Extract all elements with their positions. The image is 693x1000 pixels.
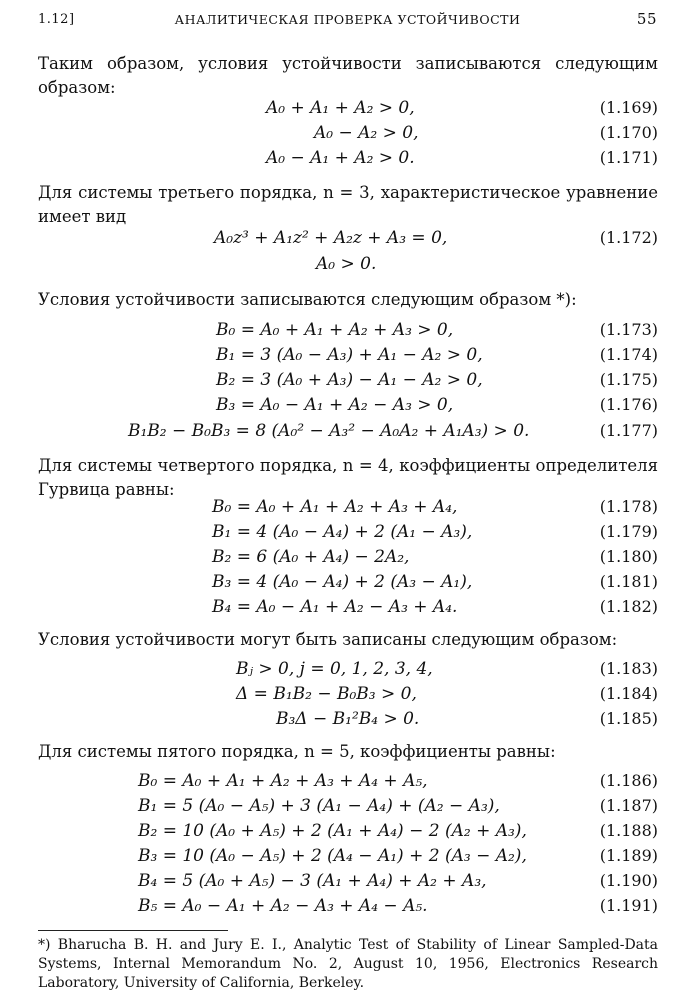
- equation-formula: B₁ = 4 (A₀ − A₄) + 2 (A₁ − A₃),: [212, 522, 473, 542]
- equation-row: [38, 796, 658, 820]
- equation-number: (1.178): [599, 497, 658, 516]
- equation-number: (1.169): [599, 98, 658, 117]
- equation-formula: B₁ = 5 (A₀ − A₅) + 3 (A₁ − A₄) + (A₂ − A₃),: [138, 796, 500, 816]
- equation-formula: B₀ = A₀ + A₁ + A₂ + A₃ + A₄,: [212, 497, 458, 517]
- equation-formula: B₅ = A₀ − A₁ + A₂ − A₃ + A₄ − A₅.: [138, 896, 428, 916]
- equation-formula: B₀ = A₀ + A₁ + A₂ + A₃ + A₄ + A₅,: [138, 771, 428, 791]
- equation-number: (1.189): [599, 846, 658, 865]
- equation-formula: B₀ = A₀ + A₁ + A₂ + A₃ > 0,: [216, 320, 454, 340]
- equation-row: [38, 771, 658, 795]
- equation-number: (1.181): [599, 572, 658, 591]
- equation-row: [38, 345, 658, 369]
- paragraph-text: Для системы пятого порядка, n = 5, коэффициенты равны:: [38, 742, 556, 761]
- equation-number: (1.185): [599, 709, 658, 728]
- equation-row: [38, 148, 658, 172]
- equation-formula: Bⱼ > 0, j = 0, 1, 2, 3, 4,: [236, 659, 433, 679]
- equation-formula: A₀ + A₁ + A₂ > 0,: [266, 98, 415, 118]
- equation-number: (1.190): [599, 871, 658, 890]
- equation-row: [38, 497, 658, 521]
- equation-formula: A₀ > 0.: [316, 254, 377, 274]
- paragraph-text: Таким образом, условия устойчивости записываются следующим образом:: [38, 54, 658, 97]
- equation-number: (1.175): [599, 370, 658, 389]
- equation-row: [38, 320, 658, 344]
- equation-row: [38, 659, 658, 683]
- equation-row: [38, 123, 658, 147]
- equation-row: [38, 597, 658, 621]
- paragraph-text: Условия устойчивости могут быть записаны следующим образом:: [38, 630, 618, 649]
- equation-number: (1.173): [599, 320, 658, 339]
- equation-number: (1.188): [599, 821, 658, 840]
- equation-number: (1.176): [599, 395, 658, 414]
- equation-number: (1.180): [599, 547, 658, 566]
- equation-formula: B₂ = 3 (A₀ + A₃) − A₁ − A₂ > 0,: [216, 370, 483, 390]
- paragraph-text: Условия устойчивости записываются следующим образом *):: [38, 290, 577, 309]
- equation-formula: B₂ = 6 (A₀ + A₄) − 2A₂,: [212, 547, 410, 567]
- paragraph-stability-conditions: [38, 52, 658, 100]
- chapter-title: АНАЛИТИЧЕСКАЯ ПРОВЕРКА УСТОЙЧИВОСТИ: [174, 12, 521, 27]
- equation-row: [38, 254, 658, 278]
- paragraph-fifth-order: [38, 740, 658, 764]
- equation-number: (1.179): [599, 522, 658, 541]
- equation-row: [38, 98, 658, 122]
- equation-row: [38, 395, 658, 419]
- equation-row: [38, 709, 658, 733]
- equation-row: [38, 547, 658, 571]
- equation-number: (1.186): [599, 771, 658, 790]
- equation-row: [38, 370, 658, 394]
- paragraph-stability-conditions-3: [38, 288, 658, 312]
- equation-formula: B₁ = 3 (A₀ − A₃) + A₁ − A₂ > 0,: [216, 345, 483, 365]
- page-number: 55: [636, 10, 657, 28]
- footnote-rule: [38, 930, 228, 931]
- equation-number: (1.170): [599, 123, 658, 142]
- equation-formula: B₄ = A₀ − A₁ + A₂ − A₃ + A₄.: [212, 597, 458, 617]
- equation-formula: B₁B₂ − B₀B₃ = 8 (A₀² − A₃² − A₀A₂ + A₁A₃) > 0.: [128, 421, 530, 441]
- equation-row: [38, 871, 658, 895]
- equation-row: [38, 846, 658, 870]
- equation-row: [38, 896, 658, 920]
- paragraph-stability-conditions-4: [38, 628, 658, 652]
- equation-formula: B₃Δ − B₁²B₄ > 0.: [276, 709, 420, 729]
- equation-formula: B₃ = 10 (A₀ − A₅) + 2 (A₄ − A₁) + 2 (A₃ − A₂),: [138, 846, 527, 866]
- equation-formula: A₀ − A₂ > 0,: [314, 123, 419, 143]
- equation-formula: A₀z³ + A₁z² + A₂z + A₃ = 0,: [214, 228, 448, 248]
- equation-formula: B₂ = 10 (A₀ + A₅) + 2 (A₁ + A₄) − 2 (A₂ + A₃),: [138, 821, 527, 841]
- equation-number: (1.171): [599, 148, 658, 167]
- equation-formula: Δ = B₁B₂ − B₀B₃ > 0,: [236, 684, 417, 704]
- equation-row: [38, 421, 658, 445]
- paragraph-text: Для системы третьего порядка, n = 3, характеристическое уравнение имеет вид: [38, 183, 658, 226]
- footnote: [38, 936, 658, 993]
- paragraph-text: Для системы четвертого порядка, n = 4, коэффициенты определителя Гурвица равны:: [38, 456, 658, 499]
- equation-row: [38, 821, 658, 845]
- equation-number: (1.184): [599, 684, 658, 703]
- running-head: [38, 10, 657, 30]
- paragraph-third-order: [38, 181, 658, 229]
- equation-formula: B₃ = 4 (A₀ − A₄) + 2 (A₃ − A₁),: [212, 572, 473, 592]
- equation-formula: B₃ = A₀ − A₁ + A₂ − A₃ > 0,: [216, 395, 454, 415]
- equation-number: (1.187): [599, 796, 658, 815]
- paragraph-fourth-order: [38, 454, 658, 502]
- footnote-text: *) Bharucha B. H. and Jury E. I., Analytic Test of Stability of Linear Sampled-Data Systems, Internal Memorandum No. 2, August 10, 1956, Electronics Research Laboratory, University of California, Berkeley.: [38, 937, 658, 991]
- equation-number: (1.183): [599, 659, 658, 678]
- equation-number: (1.172): [599, 228, 658, 247]
- equation-formula: B₄ = 5 (A₀ + A₅) − 3 (A₁ + A₄) + A₂ + A₃,: [138, 871, 487, 891]
- equation-number: (1.177): [599, 421, 658, 440]
- section-number: 1.12]: [38, 12, 75, 27]
- equation-row: [38, 522, 658, 546]
- equation-row: [38, 228, 658, 252]
- equation-number: (1.174): [599, 345, 658, 364]
- equation-row: [38, 684, 658, 708]
- equation-formula: A₀ − A₁ + A₂ > 0.: [266, 148, 415, 168]
- equation-row: [38, 572, 658, 596]
- equation-number: (1.182): [599, 597, 658, 616]
- equation-number: (1.191): [599, 896, 658, 915]
